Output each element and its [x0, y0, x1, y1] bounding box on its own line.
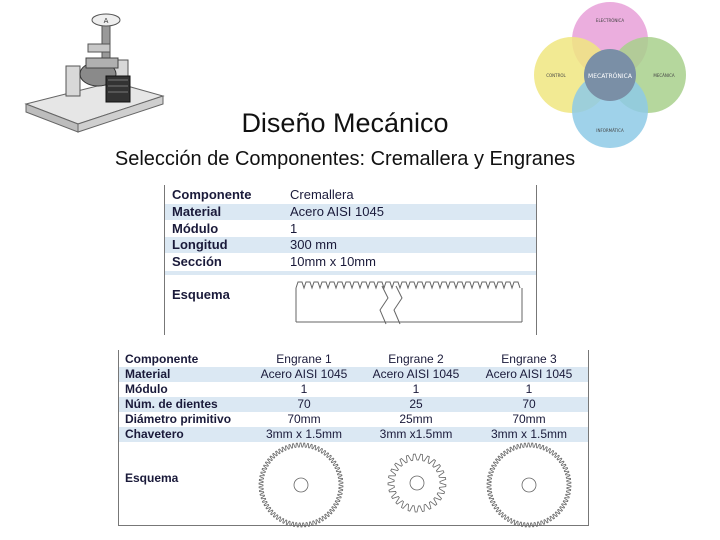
rack-key: Longitud: [172, 237, 228, 252]
rack-row-module: [164, 221, 536, 237]
gear-schema-label: Esquema: [125, 471, 179, 485]
gear-3-schematic: [484, 440, 574, 530]
rack-value: Acero AISI 1045: [290, 204, 384, 219]
gear-col-1: 1: [300, 382, 308, 396]
rack-key: Módulo: [172, 221, 219, 236]
rack-value: Cremallera: [290, 187, 354, 202]
gear-table-left-border: [118, 350, 119, 526]
gear-row-teeth: [118, 397, 588, 412]
rack-key: Material: [172, 204, 222, 219]
svg-text:A: A: [103, 17, 109, 25]
rack-key: Sección: [172, 254, 222, 269]
gear-row-module: [118, 382, 588, 397]
gear-col-3: Acero AISI 1045: [485, 367, 573, 381]
gear-table-right-border: [588, 350, 589, 526]
gear-key: Material: [125, 367, 171, 381]
rack-value: 300 mm: [290, 237, 337, 252]
gear-col-3: 3mm x 1.5mm: [490, 427, 567, 441]
gear-col-1: Acero AISI 1045: [260, 367, 348, 381]
rack-row-material: [164, 204, 536, 220]
rack-row-component: [164, 187, 536, 203]
gear-key: Componente: [125, 352, 199, 366]
gear-1-schematic: [256, 440, 346, 530]
gear-col-3: 1: [525, 382, 533, 396]
gear-col-3: 70mm: [512, 412, 546, 426]
venn-label-bottom: INFORMÁTICA: [596, 128, 624, 133]
gear-2-schematic: [386, 452, 448, 514]
slide-subtitle: Selección de Componentes: Cremallera y Engranes: [114, 148, 576, 170]
gear-row-material: [118, 367, 588, 382]
gear-key: Módulo: [125, 382, 168, 396]
rack-value: 1: [290, 221, 298, 236]
gear-col-1: 3mm x 1.5mm: [265, 427, 342, 441]
gear-col-2: Engrane 2: [388, 352, 444, 366]
rack-table-left-border: [164, 185, 165, 335]
gear-key: Chavetero: [125, 427, 184, 441]
rack-value: 10mm x 10mm: [290, 254, 376, 269]
gear-col-2: 25: [409, 397, 423, 411]
gear-row-pitch-diameter: [118, 412, 588, 427]
gear-col-2: 25mm: [399, 412, 433, 426]
gear-col-1: 70: [297, 397, 311, 411]
gear-col-3: 70: [522, 397, 536, 411]
gear-header-row: [118, 352, 588, 367]
venn-label-left: CONTROL: [546, 73, 566, 78]
rack-row-length: [164, 237, 536, 253]
rack-schema-label: Esquema: [172, 287, 230, 302]
gear-key: Diámetro primitivo: [125, 412, 232, 426]
gear-col-1: Engrane 1: [276, 352, 332, 366]
rack-row-divider: [164, 271, 536, 275]
venn-label-top: ELECTRÓNICA: [595, 18, 625, 23]
gear-col-2: 1: [412, 382, 420, 396]
rack-schematic: [292, 276, 526, 326]
gear-col-3: Engrane 3: [501, 352, 557, 366]
rack-table-right-border: [536, 185, 537, 335]
venn-label-right: MECÁNICA: [653, 73, 675, 78]
rack-row-section: [164, 254, 536, 270]
gear-key: Núm. de dientes: [125, 397, 218, 411]
gear-col-1: 70mm: [287, 412, 321, 426]
gear-col-2: Acero AISI 1045: [372, 367, 460, 381]
gear-col-2: 3mm x1.5mm: [379, 427, 453, 441]
venn-center-label: MECATRÓNICA: [588, 73, 632, 80]
slide-title: Diseño Mecánico: [241, 108, 449, 138]
rack-key: Componente: [172, 187, 252, 202]
